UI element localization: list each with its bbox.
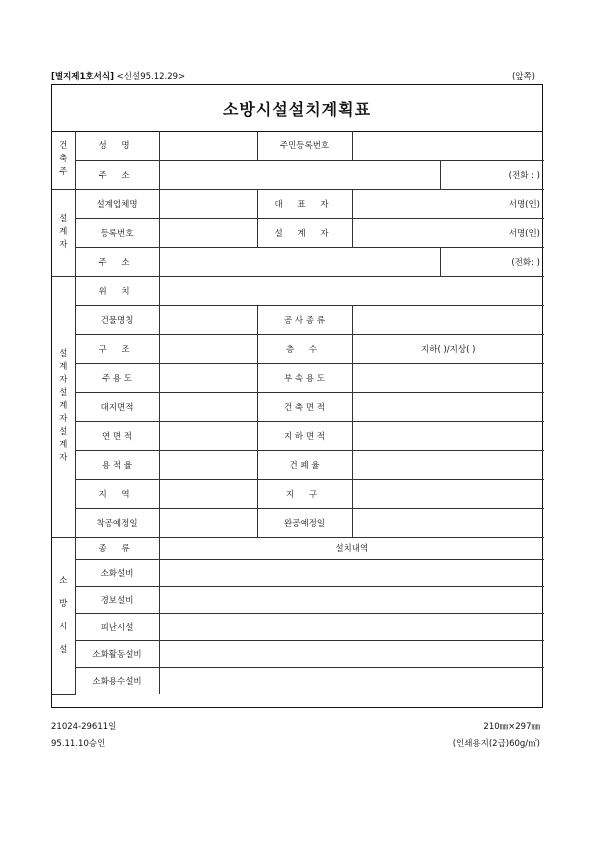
extinguishing-field[interactable] [159, 559, 544, 586]
table-row [52, 479, 544, 508]
form-title: 소방시설설치계획표 [52, 85, 542, 132]
designer-signature[interactable]: 서명(인) [352, 218, 544, 247]
water-supply-field[interactable] [159, 667, 544, 694]
end-date-field[interactable] [352, 508, 544, 537]
zone-label: 지 역 [75, 479, 159, 508]
basement-area-field[interactable] [352, 421, 544, 450]
resident-no-field[interactable] [352, 131, 544, 160]
table-row [52, 218, 544, 247]
section-owner: 건 축 주 [52, 131, 75, 189]
table-row [52, 613, 544, 640]
designer-address-label: 주 소 [75, 247, 159, 276]
start-date-field[interactable] [159, 508, 257, 537]
alarm-field[interactable] [159, 586, 544, 613]
section-designer: 설 계 자 [52, 189, 75, 276]
site-area-label: 대지면적 [75, 392, 159, 421]
table-row [52, 450, 544, 479]
table-row [52, 363, 544, 392]
table-row [52, 586, 544, 613]
reg-no-field[interactable] [159, 218, 257, 247]
floors-label: 층 수 [257, 334, 352, 363]
end-date-label: 완공예정일 [257, 508, 352, 537]
table-row [52, 189, 544, 218]
evacuation-field[interactable] [159, 613, 544, 640]
total-area-label: 연 면 적 [75, 421, 159, 450]
form-number: [별지제1호서식] [51, 72, 114, 82]
name-field[interactable] [159, 131, 257, 160]
table-row [52, 131, 544, 160]
phone-field[interactable]: (전화 : ) [440, 160, 544, 189]
kind-label: 종 류 [75, 537, 159, 559]
firefighting-activity-field[interactable] [159, 640, 544, 667]
table-row [52, 334, 544, 363]
designer-label: 설 계 자 [257, 218, 352, 247]
coverage-ratio-field[interactable] [352, 450, 544, 479]
designer-phone-field[interactable]: (전화: ) [440, 247, 544, 276]
evacuation-label: 피난시설 [75, 613, 159, 640]
approval-date: 95.11.10승인 [51, 739, 106, 749]
coverage-ratio-label: 건 폐 율 [257, 450, 352, 479]
work-type-field[interactable] [352, 305, 544, 334]
representative-label: 대 표 자 [257, 189, 352, 218]
site-area-field[interactable] [159, 392, 257, 421]
name-label: 성 명 [75, 131, 159, 160]
location-field[interactable] [159, 276, 544, 305]
company-field[interactable] [159, 189, 257, 218]
structure-field[interactable] [159, 334, 257, 363]
section-building: 설 계 자 설 계 자 설 계 자 [52, 276, 75, 537]
table-row [52, 559, 544, 586]
structure-label: 구 조 [75, 334, 159, 363]
representative-signature[interactable]: 서명(인) [352, 189, 544, 218]
building-name-field[interactable] [159, 305, 257, 334]
section-fire-facilities: 소 방 시 설 [52, 537, 75, 694]
basement-area-label: 지 하 면 적 [257, 421, 352, 450]
building-area-label: 건 축 면 적 [257, 392, 352, 421]
form-frame [51, 84, 543, 708]
form-code: 21024-29611일 [51, 722, 117, 732]
company-label: 설계업체명 [75, 189, 159, 218]
main-use-field[interactable] [159, 363, 257, 392]
form-header-left [51, 70, 185, 82]
water-supply-label: 소화용수설비 [75, 667, 159, 694]
revision-date: <신설95.12.29> [116, 72, 186, 82]
table-row [52, 247, 544, 276]
table-row [52, 537, 544, 559]
floors-field[interactable]: 지하( )/지상( ) [352, 334, 544, 363]
install-details-header: 설치내역 [159, 537, 544, 559]
table-row [52, 160, 544, 189]
table-row [52, 276, 544, 305]
sub-use-field[interactable] [352, 363, 544, 392]
sub-use-label: 부 속 용 도 [257, 363, 352, 392]
address-label: 주 소 [75, 160, 159, 189]
floor-area-ratio-field[interactable] [159, 450, 257, 479]
page-side-label: (앞쪽) [511, 72, 535, 82]
firefighting-activity-label: 소화활동설비 [75, 640, 159, 667]
location-label: 위 치 [75, 276, 159, 305]
building-name-label: 건물명칭 [75, 305, 159, 334]
table-row [52, 640, 544, 667]
table-row [52, 508, 544, 537]
main-use-label: 주 용 도 [75, 363, 159, 392]
table-row [52, 305, 544, 334]
floor-area-ratio-label: 용 적 율 [75, 450, 159, 479]
designer-address-field[interactable] [159, 247, 440, 276]
address-field[interactable] [159, 160, 440, 189]
building-area-field[interactable] [352, 392, 544, 421]
alarm-label: 경보설비 [75, 586, 159, 613]
total-area-field[interactable] [159, 421, 257, 450]
resident-no-label: 주민등록번호 [257, 131, 352, 160]
paper-spec: (인쇄용지(2급)60g/㎡) [452, 739, 540, 749]
table-row [52, 667, 544, 694]
plan-table [52, 131, 544, 695]
district-field[interactable] [352, 479, 544, 508]
zone-field[interactable] [159, 479, 257, 508]
table-row [52, 421, 544, 450]
start-date-label: 착공예정일 [75, 508, 159, 537]
extinguishing-label: 소화설비 [75, 559, 159, 586]
paper-size: 210㎜×297㎜ [483, 722, 540, 732]
district-label: 지 구 [257, 479, 352, 508]
reg-no-label: 등록번호 [75, 218, 159, 247]
table-row [52, 392, 544, 421]
work-type-label: 공 사 종 류 [257, 305, 352, 334]
